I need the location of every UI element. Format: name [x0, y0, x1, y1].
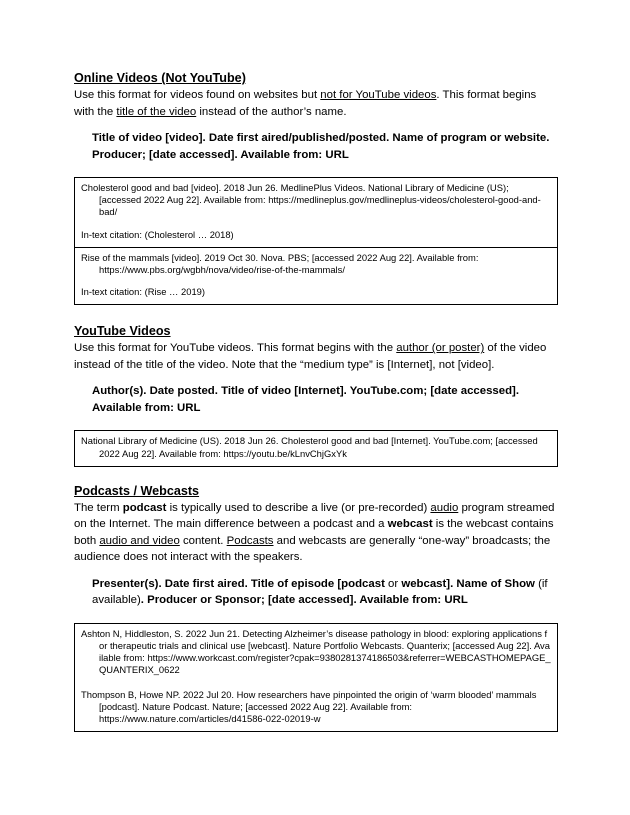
- intro-underlined: Podcasts: [226, 534, 274, 547]
- section-online-videos: [74, 70, 558, 305]
- section-heading: YouTube Videos: [74, 324, 171, 339]
- section-heading: Online Videos (Not YouTube): [74, 71, 246, 85]
- reference-text: Ashton N, Hiddleston, S. 2022 Jun 21. Detecting Alzheimer’s disease pathology in blood: exploring applications for therapeutic trials and clinical use [webcast]. Nature Portfolio Webcasts. Quanterix; [accessed Aug 22]. Available from: https://www.workcast.com/register?cpak=9380281374186503&referrer=WEBCASTHOMEPAGE_QUANTERIX_0622: [81, 627, 551, 676]
- intro-text: Use this format for videos found on websites but: [74, 89, 321, 101]
- section-intro: [74, 340, 558, 373]
- format-template: [92, 576, 558, 609]
- examples-box: [74, 177, 558, 305]
- intro-text: of the video instead of the title of the video. Note that the “medium type” is [Internet], not [video].: [74, 342, 547, 371]
- intro-text: . This format begins with the: [74, 89, 537, 118]
- reference-text: Thompson B, Howe NP. 2022 Jul 20. How researchers have pinpointed the origin of ‘warm blooded’ mammals [podcast]. Nature Podcast. Nature; [accessed 2022 Aug 22]. Available from: https://www.nature.com/articles/d41586-022-02019-w: [81, 688, 537, 725]
- reference-text: Rise of the mammals [video]. 2019 Oct 30. Nova. PBS; [accessed 2022 Aug 22]. Available from: https://www.pbs.org/wgbh/nova/video/rise-of-the-mammals/: [81, 251, 479, 276]
- intro-underlined: audio: [430, 501, 459, 514]
- in-text-citation: In-text citation: (Cholesterol … 2018): [81, 228, 234, 240]
- intro-text: content.: [179, 534, 227, 547]
- format-text: webcast]. Name of Show: [398, 577, 539, 590]
- format-or: or: [388, 577, 399, 590]
- section-intro: [74, 500, 558, 566]
- intro-text: and webcasts are generally “one-way” broadcasts; the audience does not interact with the speakers.: [74, 534, 551, 564]
- intro-bold: podcast: [122, 501, 167, 514]
- example-entry: [75, 247, 557, 305]
- section-intro: [74, 87, 558, 120]
- example-entry: [75, 624, 557, 683]
- in-text-citation: In-text citation: (Rise … 2019): [81, 286, 206, 298]
- format-text: . Producer or Sponsor; [date accessed]. Available from: URL: [140, 594, 468, 607]
- intro-text: program streamed on the Internet. The main difference between a podcast and a: [74, 501, 555, 531]
- format-optional: (if available): [92, 577, 548, 607]
- reference-text: National Library of Medicine (US). 2018 Jun 26. Cholesterol good and bad [Internet]. YouTube.com; [accessed 2022 Aug 22]. Available from: https://youtu.be/kLnvChjGxYk: [81, 435, 538, 459]
- reference-text: Cholesterol good and bad [video]. 2018 Jun 26. MedlinePlus Videos. National Library of Medicine (US); [accessed 2022 Aug 22]. Available from: https://medlineplus.gov/medlineplus-videos/cholesterol-good-and-bad/: [81, 182, 541, 218]
- example-entry: [75, 683, 557, 732]
- document-page: [74, 70, 558, 732]
- intro-underlined: author (or poster): [396, 342, 485, 355]
- examples-box: [74, 623, 558, 732]
- format-template: Author(s). Date posted. Title of video [Internet]. YouTube.com; [date accessed]. Available from: URL: [92, 385, 519, 414]
- format-template: Title of video [video]. Date first aired/published/posted. Name of program or website. Producer; [date accessed]. Available from: URL: [92, 132, 550, 161]
- section-heading: Podcasts / Webcasts: [74, 483, 200, 498]
- section-youtube-videos: [74, 323, 558, 466]
- example-entry: [75, 178, 557, 247]
- section-podcasts-webcasts: [74, 483, 558, 732]
- intro-underlined: title of the video: [116, 105, 197, 118]
- intro-text: The term: [74, 501, 123, 514]
- intro-text: Use this format for YouTube videos. This format begins with the: [74, 342, 397, 355]
- examples-box: [74, 430, 558, 466]
- intro-underlined: not for YouTube videos: [320, 89, 437, 101]
- intro-text: is the webcast contains both: [74, 518, 554, 547]
- format-text: Presenter(s). Date first aired. Title of episode [podcast: [92, 577, 389, 590]
- intro-bold: webcast: [387, 518, 433, 531]
- intro-text: instead of the author’s name.: [196, 105, 347, 118]
- intro-underlined: audio and video: [99, 534, 180, 547]
- example-entry: [75, 431, 557, 465]
- intro-text: is typically used to describe a live (or pre-recorded): [166, 501, 431, 514]
